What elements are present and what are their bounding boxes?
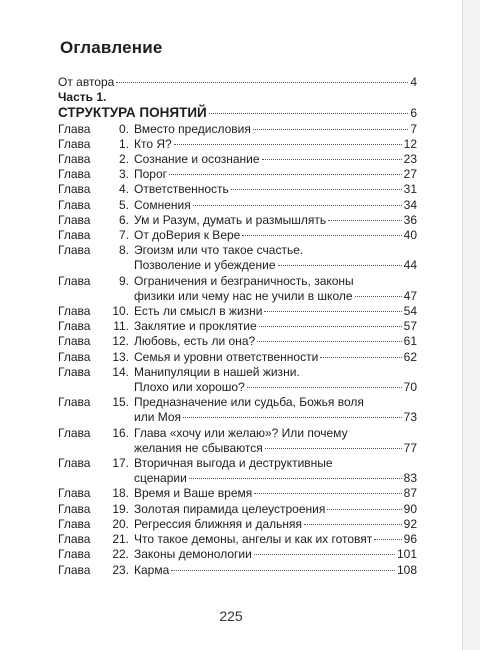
chapter-page: 44 — [403, 258, 417, 273]
part-label: Часть 1. — [58, 90, 107, 105]
toc-chapter-entry — [58, 532, 417, 547]
dot-leader — [253, 129, 408, 130]
chapter-word: Глава — [58, 212, 91, 227]
chapter-word: Глава — [58, 501, 91, 516]
chapter-title: Предназначение или судьба, Божья воля — [134, 395, 364, 410]
chapter-number: 5. — [118, 197, 129, 212]
chapter-title: Сознание и осознание — [134, 152, 260, 167]
chapter-page: 90 — [403, 501, 417, 516]
chapter-number: 2. — [118, 152, 129, 167]
toc-chapter-entry — [58, 547, 417, 562]
toc-chapter-entry — [58, 426, 417, 441]
toc-chapter-entry — [58, 152, 417, 167]
chapter-page: 40 — [403, 228, 417, 243]
chapter-number: 21. — [112, 532, 129, 547]
chapter-word: Глава — [58, 562, 91, 577]
chapter-title: Вторичная выгода и деструктивные — [134, 456, 333, 471]
chapter-title: Заклятие и проклятие — [134, 319, 257, 334]
chapter-title: Есть ли смысл в жизни — [134, 304, 263, 319]
chapter-title: Порог — [134, 167, 168, 182]
chapter-page: 87 — [403, 486, 417, 501]
chapter-page: 96 — [403, 532, 417, 547]
chapter-title: Что такое демоны, ангелы и как их готовят — [134, 532, 373, 547]
toc-chapter-entry — [58, 395, 417, 410]
dot-leader — [265, 448, 402, 449]
dot-leader — [193, 205, 402, 206]
dot-leader — [242, 235, 401, 236]
chapter-title: Плохо или хорошо? — [134, 380, 245, 395]
dot-leader — [189, 478, 402, 479]
chapter-title: Карма — [134, 562, 170, 577]
page-number: 225 — [219, 608, 243, 624]
chapter-title: Время и Ваше время — [134, 486, 253, 501]
chapter-word: Глава — [58, 425, 91, 440]
chapter-word: Глава — [58, 228, 91, 243]
dot-leader — [328, 220, 402, 221]
toc-chapter-entry — [58, 304, 417, 319]
toc-entry-page: 6 — [410, 106, 417, 121]
chapter-title: Эгоизм или что такое счастье. — [134, 243, 304, 258]
chapter-page: 62 — [403, 349, 417, 364]
toc-chapter-entry — [58, 198, 417, 213]
chapter-title: Ограничения и безграничность, законы — [134, 273, 354, 288]
chapter-page: 27 — [403, 167, 417, 182]
chapter-number: 10. — [112, 304, 129, 319]
toc-chapter-entry — [58, 243, 417, 258]
toc-chapter-entry — [58, 502, 417, 517]
chapter-number: 6. — [118, 212, 129, 227]
dot-leader — [254, 554, 395, 555]
chapter-word: Глава — [58, 532, 91, 547]
dot-leader — [355, 296, 402, 297]
chapter-title: Регрессия ближняя и дальняя — [134, 516, 303, 531]
toc-chapter-entry — [58, 228, 417, 243]
chapter-title: От доВерия к Вере — [134, 228, 241, 243]
chapter-number: 4. — [118, 182, 129, 197]
chapter-title: Любовь, есть ли она? — [134, 334, 256, 349]
chapter-word: Глава — [58, 243, 91, 258]
chapter-word: Глава — [58, 395, 91, 410]
toc-chapter-entry — [58, 182, 417, 197]
dot-leader — [320, 357, 401, 358]
chapter-word: Глава — [58, 547, 91, 562]
chapter-page: 77 — [403, 440, 417, 455]
chapter-page: 73 — [403, 410, 417, 425]
chapter-page: 108 — [396, 562, 417, 577]
chapter-number: 8. — [118, 243, 129, 258]
chapter-title: Кто Я? — [134, 136, 172, 151]
dot-leader — [264, 311, 401, 312]
toc-chapter-entry — [58, 486, 417, 501]
toc-chapter-entry — [58, 563, 417, 578]
chapter-word: Глава — [58, 304, 91, 319]
chapter-title: Ответственность — [134, 182, 229, 197]
chapter-page: 70 — [403, 380, 417, 395]
chapter-word: Глава — [58, 182, 91, 197]
chapter-page: 36 — [403, 212, 417, 227]
toc-chapter-entry — [58, 213, 417, 228]
chapter-page: 47 — [403, 288, 417, 303]
part-label-row — [58, 90, 417, 105]
toc-chapter-entry-continued — [58, 410, 417, 425]
chapter-title: или Моя — [134, 410, 182, 425]
chapter-page: 23 — [403, 152, 417, 167]
chapter-page: 7 — [410, 121, 417, 136]
chapter-word: Глава — [58, 152, 91, 167]
chapter-word: Глава — [58, 516, 91, 531]
chapter-title: Семья и уровни ответственности — [134, 349, 319, 364]
dot-leader — [327, 509, 401, 510]
chapter-word: Глава — [58, 197, 91, 212]
table-of-contents — [58, 75, 417, 578]
toc-chapter-entry — [58, 319, 417, 334]
dot-leader — [278, 265, 402, 266]
chapter-word: Глава — [58, 456, 91, 471]
chapter-page: 31 — [403, 182, 417, 197]
dot-leader — [254, 493, 401, 494]
toc-chapter-entry — [58, 137, 417, 152]
chapter-list — [58, 122, 417, 578]
chapter-word: Глава — [58, 364, 91, 379]
toc-chapter-entry-continued — [58, 258, 417, 273]
chapter-number: 15. — [112, 395, 129, 410]
chapter-page: 57 — [403, 319, 417, 334]
chapter-number: 20. — [112, 516, 129, 531]
chapter-title: Золотая пирамида целеустроения — [134, 501, 326, 516]
chapter-title: Глава «хочу или желаю»? Или почему — [134, 425, 348, 440]
dot-leader — [116, 82, 408, 83]
chapter-title: Позволение и убеждение — [134, 258, 276, 273]
chapter-page: 92 — [403, 516, 417, 531]
chapter-page: 101 — [396, 547, 417, 562]
toc-chapter-entry — [58, 167, 417, 182]
toc-heading: Оглавление — [60, 38, 163, 57]
chapter-word: Глава — [58, 121, 91, 136]
dot-leader — [171, 570, 395, 571]
toc-chapter-entry-continued — [58, 380, 417, 395]
toc-chapter-entry — [58, 334, 417, 349]
chapter-title: Вместо предисловия — [134, 121, 251, 136]
dot-leader — [183, 417, 402, 418]
chapter-word: Глава — [58, 167, 91, 182]
toc-chapter-entry-continued — [58, 289, 417, 304]
dot-leader — [174, 144, 402, 145]
toc-entry-title: От автора — [58, 75, 115, 89]
toc-chapter-entry-continued — [58, 441, 417, 456]
chapter-number: 1. — [118, 136, 129, 151]
chapter-title: сценарии — [134, 471, 187, 486]
toc-chapter-entry — [58, 122, 417, 137]
chapter-number: 13. — [112, 349, 129, 364]
chapter-page: 54 — [403, 304, 417, 319]
chapter-number: 3. — [118, 167, 129, 182]
dot-leader — [231, 189, 402, 190]
dot-leader — [304, 524, 402, 525]
chapter-number: 23. — [112, 562, 129, 577]
toc-chapter-entry — [58, 274, 417, 289]
dot-leader — [374, 539, 401, 540]
chapter-number: 14. — [112, 364, 129, 379]
dot-leader — [247, 387, 402, 388]
toc-chapter-entry-continued — [58, 471, 417, 486]
toc-entry-part — [58, 105, 417, 121]
chapter-title: Ум и Разум, думать и размышлять — [134, 212, 327, 227]
chapter-title: желания не сбываются — [134, 440, 263, 455]
chapter-word: Глава — [58, 136, 91, 151]
chapter-number: 22. — [112, 547, 129, 562]
chapter-number: 12. — [112, 334, 129, 349]
toc-chapter-entry — [58, 350, 417, 365]
chapter-page: 12 — [403, 136, 417, 151]
chapter-title: физики или чему нас не учили в школе — [134, 288, 353, 303]
chapter-number: 18. — [112, 486, 129, 501]
dot-leader — [209, 113, 409, 114]
toc-chapter-entry — [58, 365, 417, 380]
chapter-number: 16. — [112, 425, 129, 440]
toc-chapter-entry — [58, 456, 417, 471]
part-title: СТРУКТУРА ПОНЯТИЙ — [58, 105, 207, 121]
chapter-number: 17. — [112, 456, 129, 471]
chapter-word: Глава — [58, 273, 91, 288]
toc-entry-author — [58, 75, 417, 90]
dot-leader — [257, 341, 401, 342]
dot-leader — [169, 174, 402, 175]
chapter-page: 34 — [403, 197, 417, 212]
chapter-number: 7. — [118, 228, 129, 243]
chapter-title: Сомнения — [134, 197, 191, 212]
chapter-word: Глава — [58, 349, 91, 364]
toc-entry-page: 4 — [410, 75, 417, 89]
chapter-page: 61 — [403, 334, 417, 349]
chapter-word: Глава — [58, 486, 91, 501]
chapter-number: 19. — [112, 501, 129, 516]
dot-leader — [259, 326, 402, 327]
chapter-title: Манипуляции в нашей жизни. — [134, 364, 300, 379]
chapter-page: 83 — [403, 471, 417, 486]
chapter-number: 11. — [113, 319, 129, 334]
chapter-number: 0. — [118, 121, 129, 136]
chapter-word: Глава — [58, 334, 91, 349]
chapter-word: Глава — [58, 319, 91, 334]
dot-leader — [262, 159, 402, 160]
toc-chapter-entry — [58, 517, 417, 532]
chapter-title: Законы демонологии — [134, 547, 252, 562]
chapter-number: 9. — [118, 273, 129, 288]
